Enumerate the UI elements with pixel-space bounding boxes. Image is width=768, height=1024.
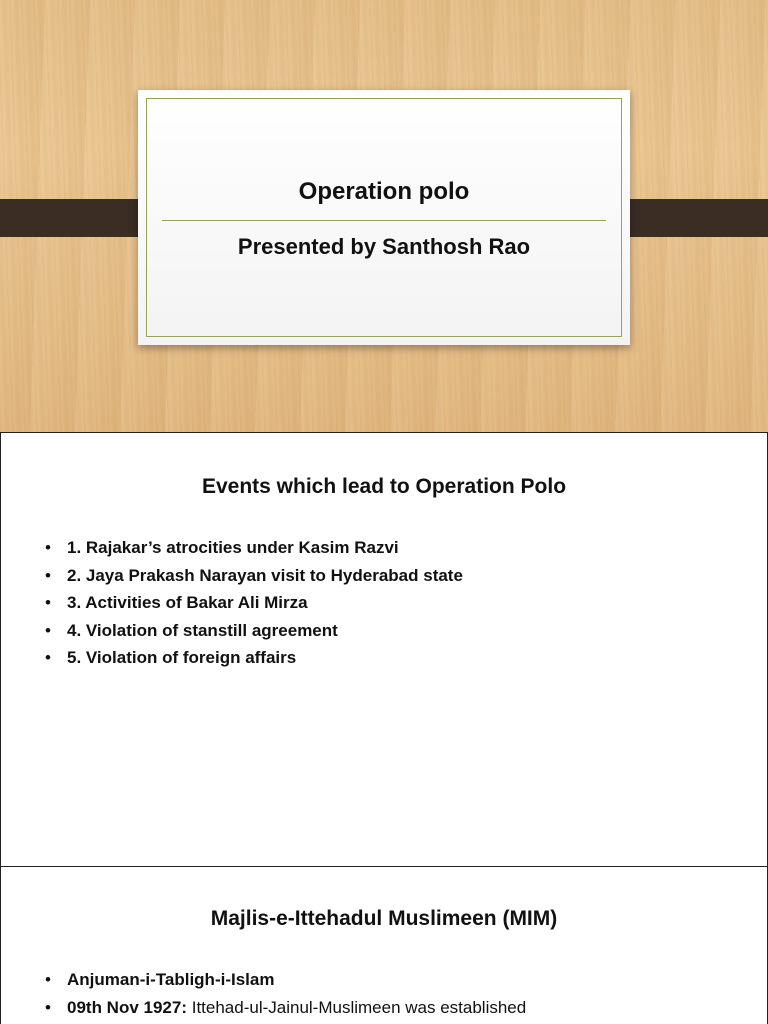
right-dark-band	[613, 199, 768, 237]
events-list	[45, 534, 463, 672]
bullet-icon: •	[45, 593, 51, 612]
bullet-icon: •	[45, 648, 51, 667]
events-slide	[0, 433, 768, 867]
list-item: • 1. Rajakar’s atrocities under Kasim Razvi	[45, 534, 463, 562]
title-divider	[162, 220, 606, 221]
bullet-icon: •	[45, 620, 51, 640]
presentation-title: Operation polo	[298, 178, 470, 205]
list-item: • 09th Nov 1927: Ittehad-ul-Jainul-Muslimeen was established	[45, 994, 526, 1022]
presenter-line: Presented by Santhosh Rao	[237, 234, 531, 259]
list-item: • 2. Jaya Prakash Narayan visit to Hyderabad state	[45, 562, 463, 590]
mim-slide	[0, 867, 768, 1024]
slide-heading: Majlis-e-Ittehadul Muslimeen (MIM)	[210, 907, 558, 930]
title-slide	[0, 0, 768, 433]
list-item: • 4. Violation of stanstill agreement	[45, 617, 463, 645]
list-item: • 5. Violation of foreign affairs	[45, 644, 463, 672]
list-item: • 3. Activities of Bakar Ali Mirza	[45, 589, 463, 617]
bullet-icon: •	[45, 970, 51, 989]
bullet-icon: •	[45, 565, 51, 585]
bullet-icon: •	[45, 538, 51, 557]
list-item: • Anjuman-i-Tabligh-i-Islam	[45, 966, 526, 994]
left-dark-band	[0, 199, 155, 237]
title-card-frame	[146, 98, 622, 337]
title-card	[138, 90, 630, 345]
slide-heading: Events which lead to Operation Polo	[201, 475, 567, 498]
bullet-icon: •	[45, 997, 51, 1017]
mim-list	[45, 966, 526, 1021]
